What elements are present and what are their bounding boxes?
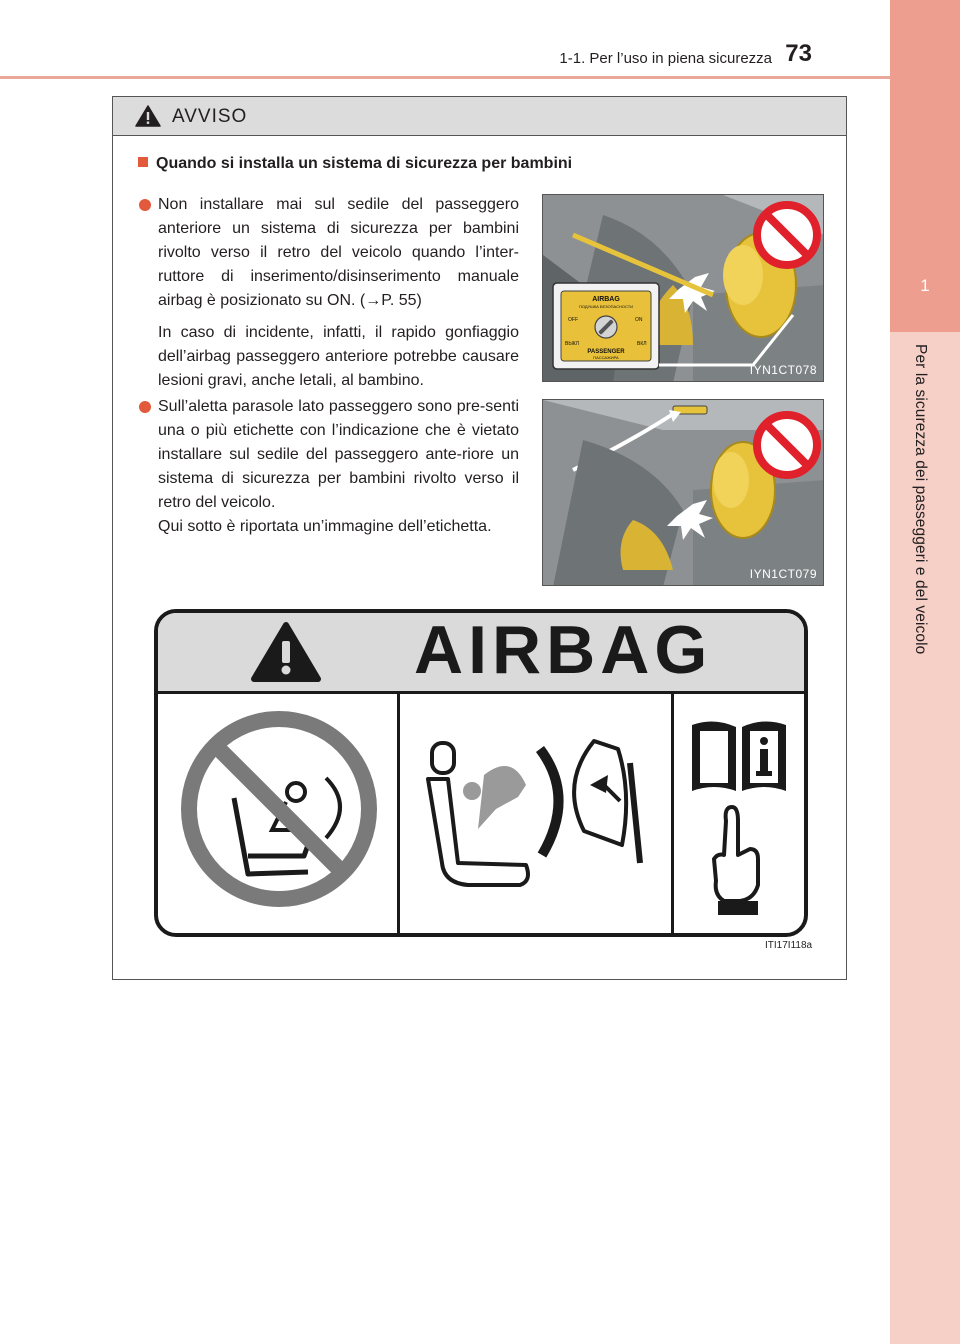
bullet-note: In caso di incidente, infatti, il rapido gonfiaggio dell’airbag passeggero anteriore potrebbe causare lesioni gravi, anche letali, al bambino.	[158, 324, 519, 389]
read-manual-icon	[684, 709, 794, 921]
subheading-text: Quando si installa un sistema di sicurezza per bambini	[156, 155, 573, 172]
illustration-sun-visor-label	[542, 399, 824, 586]
header-rule	[0, 76, 890, 79]
page-header	[0, 0, 890, 78]
warning-triangle-icon	[250, 621, 322, 683]
image-code: IYN1CT079	[749, 567, 817, 581]
airbag-warning-label	[154, 609, 808, 937]
switch-on-label: ON	[635, 317, 643, 323]
label-divider	[671, 694, 674, 933]
switch-label-subtitle: ПОДУШКА БЕЗОПАСНОСТИ	[578, 304, 634, 309]
warning-subheading	[138, 155, 572, 173]
illustration-airbag-switch	[542, 194, 824, 382]
bullet-item	[139, 395, 519, 539]
chapter-number: 1	[920, 276, 930, 295]
bullet-text: Sull’aletta parasole lato passeggero sono pre-senti una o più etichette con l’indicazione che è vietato installare sul sedile del passeggero ante-riore un sistema di sicurezza per bambini rivolto verso il retro del veicolo.	[158, 398, 519, 511]
warning-heading: AVVISO	[172, 106, 248, 127]
switch-label-title: AIRBAG	[592, 296, 620, 303]
label-header	[158, 613, 804, 694]
seat-airbag-deploy-icon	[408, 713, 658, 913]
round-bullet-icon	[139, 401, 151, 413]
warning-triangle-icon	[135, 105, 161, 127]
switch-passenger-ru-label: ПАССАЖИРА	[593, 355, 619, 360]
square-bullet-icon	[138, 157, 148, 167]
page-number: 73	[785, 40, 812, 67]
switch-off-label: OFF	[568, 317, 578, 323]
no-child-seat-icon	[176, 706, 382, 912]
bullet-text: Non installare mai sul sedile del passeggero anteriore un sistema di sicurezza per bambini rivolto verso il retro del veicolo quando l’inter-ruttore di inserimento/disinserimento manuale airbag è posizionato su ON. (→P. 55)	[158, 196, 519, 309]
warning-header	[113, 97, 846, 136]
car-interior-illustration	[543, 195, 824, 382]
chapter-title: Per la sicurezza dei passeggeri e del veicolo	[912, 344, 929, 655]
round-bullet-icon	[139, 199, 151, 211]
label-title: AIRBAG	[414, 612, 713, 688]
switch-on-ru-label: ВКЛ	[637, 341, 647, 347]
switch-off-ru-label: ВЫКЛ	[565, 341, 579, 347]
label-divider	[397, 694, 400, 933]
image-code: IYN1CT078	[749, 363, 817, 377]
car-interior-illustration	[543, 400, 824, 586]
image-code: ITI17I118a	[765, 940, 813, 951]
section-title: 1-1. Per l’uso in piena sicurezza	[559, 50, 772, 67]
bullet-item	[139, 193, 519, 393]
switch-passenger-label: PASSENGER	[587, 349, 625, 355]
bullet-note: Qui sotto è riportata un’immagine dell’etichetta.	[158, 518, 492, 535]
